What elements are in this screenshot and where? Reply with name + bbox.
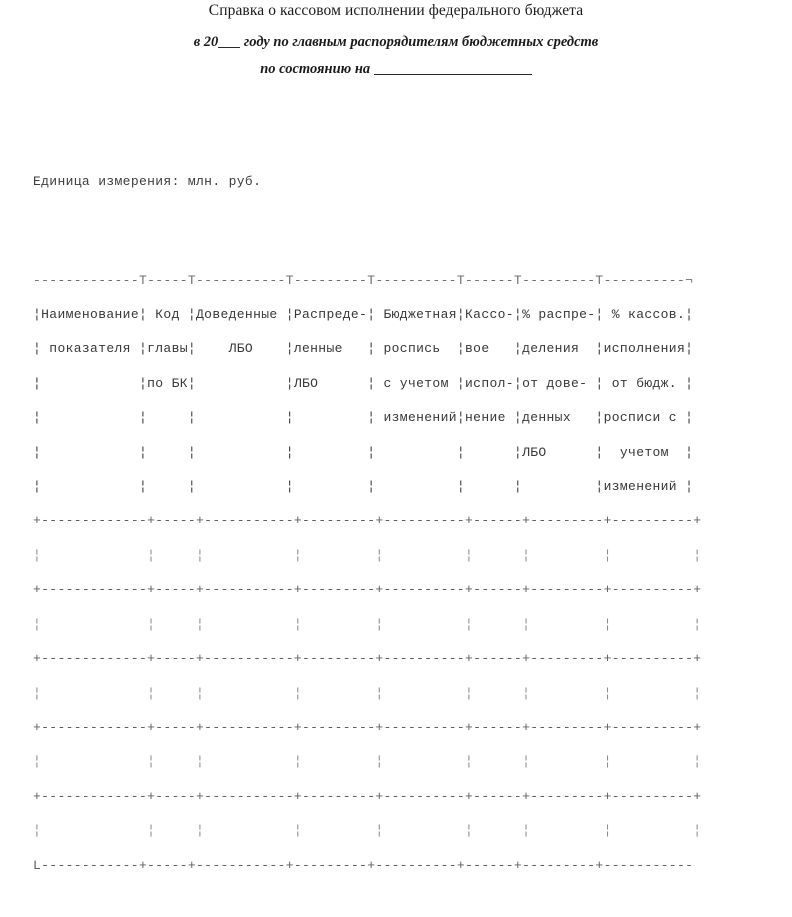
table-separator-row-3: +-------------+-----+-----------+---------+----------+------+---------+----------+ bbox=[33, 651, 702, 667]
document-header bbox=[0, 0, 792, 79]
page-title: Справка о кассовом исполнении федерального бюджета bbox=[208, 2, 584, 19]
table-top-border: -------------T-----T-----------T---------T----------T------T---------T----------¬ bbox=[33, 272, 694, 288]
document-subtitle-year bbox=[0, 32, 792, 52]
table-separator-row-2: +-------------+-----+-----------+---------+----------+------+---------+----------+ bbox=[33, 582, 702, 598]
table-data-row-3: ¦ ¦ ¦ ¦ ¦ ¦ ¦ ¦ ¦ bbox=[33, 685, 702, 701]
date-blank-field[interactable] bbox=[374, 74, 532, 75]
table-header-line-5: ¦ ¦ ¦ ¦ ¦ ¦ ¦ЛБО ¦ учетом ¦ bbox=[33, 444, 694, 460]
document-subtitle-date bbox=[0, 59, 792, 79]
table-header-line-3: ¦ ¦по БК¦ ¦ЛБО ¦ с учетом ¦испол-¦от дове- ¦ от бюдж. ¦ bbox=[33, 375, 694, 391]
table-data-row-4: ¦ ¦ ¦ ¦ ¦ ¦ ¦ ¦ ¦ bbox=[33, 754, 702, 770]
report-body bbox=[33, 100, 701, 917]
table-separator-row-5: +-------------+-----+-----------+---------+----------+------+---------+----------+ bbox=[33, 788, 702, 804]
subtitle-date-label: по состоянию на bbox=[260, 61, 374, 77]
table-header-line-1: ¦Наименование¦ Код ¦Доведенные ¦Распреде-¦ Бюджетная¦Кассо-¦% распре-¦ % кассов.¦ bbox=[33, 307, 694, 323]
table-header-line-4: ¦ ¦ ¦ ¦ ¦ изменений¦нение ¦денных ¦росписи с ¦ bbox=[33, 410, 694, 426]
table-data-row-2: ¦ ¦ ¦ ¦ ¦ ¦ ¦ ¦ ¦ bbox=[33, 616, 702, 632]
table-separator-row-4: +-------------+-----+-----------+---------+----------+------+---------+----------+ bbox=[33, 719, 702, 735]
table-header-line-6: ¦ ¦ ¦ ¦ ¦ ¦ ¦ ¦изменений ¦ bbox=[33, 479, 694, 495]
table-bottom-border: L------------+-----+-----------+---------+----------+------+---------+----------- bbox=[33, 857, 694, 873]
unit-of-measure-line: Единица измерения: млн. руб. bbox=[33, 173, 262, 189]
subtitle-year-prefix: в 20 bbox=[193, 34, 219, 50]
table-data-row-5: ¦ ¦ ¦ ¦ ¦ ¦ ¦ ¦ ¦ bbox=[33, 823, 702, 839]
budget-execution-table bbox=[33, 264, 701, 883]
table-data-row-1: ¦ ¦ ¦ ¦ ¦ ¦ ¦ ¦ ¦ bbox=[33, 547, 702, 563]
subtitle-year-text: году по главным распорядителям бюджетных средств bbox=[240, 34, 599, 50]
table-separator-row-1: +-------------+-----+-----------+---------+----------+------+---------+----------+ bbox=[33, 513, 702, 529]
table-header-line-2: ¦ показателя ¦главы¦ ЛБО ¦ленные ¦ роспись ¦вое ¦деления ¦исполнения¦ bbox=[33, 341, 694, 357]
year-blank-field[interactable] bbox=[218, 47, 240, 48]
